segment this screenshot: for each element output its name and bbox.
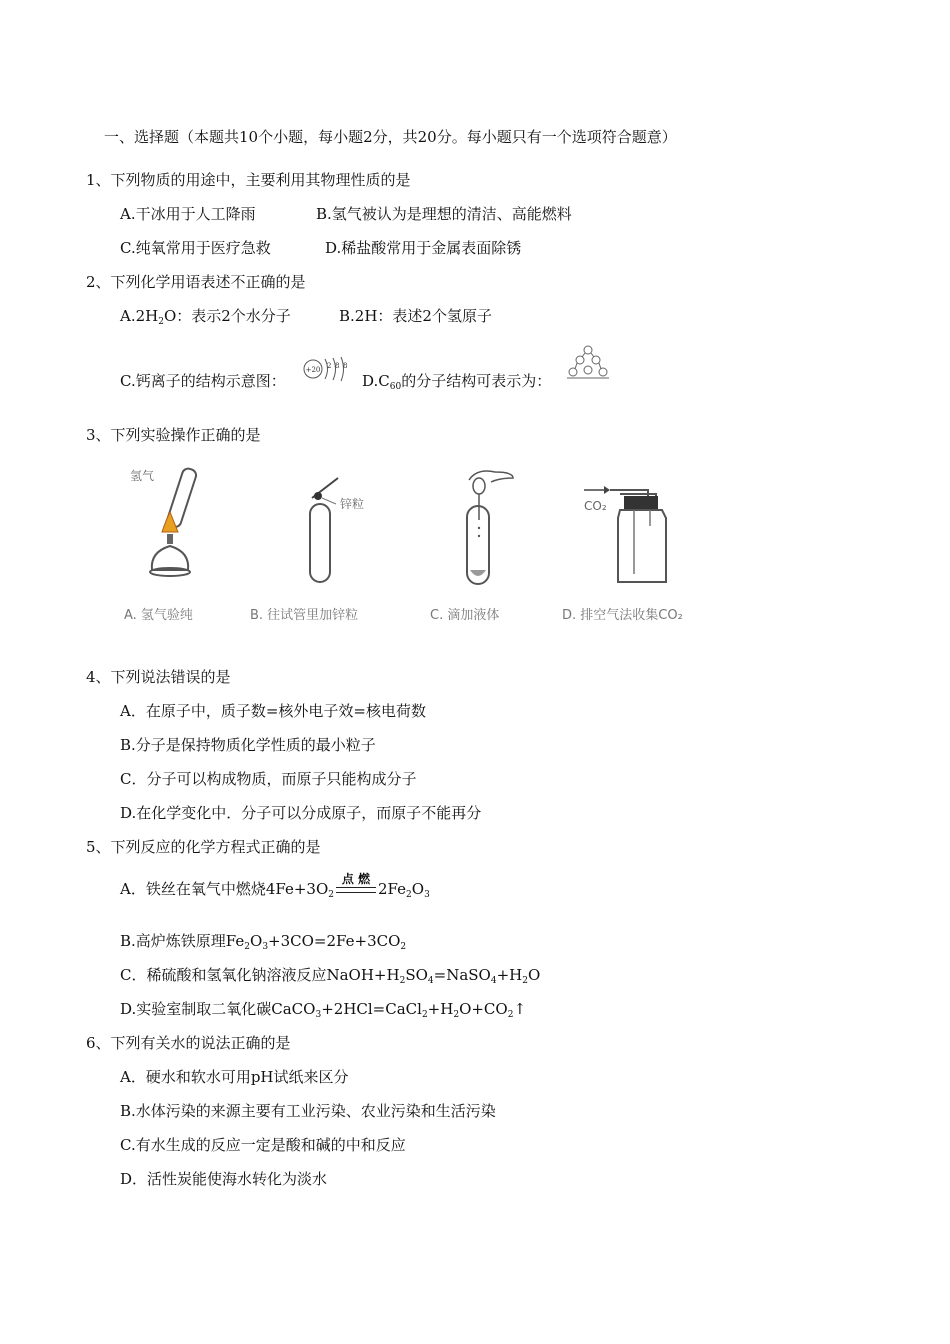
q5-option-a: A．铁丝在氧气中燃烧$4Fe+3O_2$ 点 燃 $2Fe_2O_3$ <box>120 872 430 900</box>
svg-text:8: 8 <box>343 362 348 370</box>
q5-option-d: D.实验室制取二氧化碳$CaCO_3+2HCl=CaCl_2+H_2O+CO_2↑$ <box>120 1000 527 1020</box>
question-3-stem: 3、下列实验操作正确的是 <box>86 426 261 444</box>
q4-option-a: A．在原子中，质子数=核外电子效=核电荷数 <box>120 702 426 720</box>
q6-option-a: A．硬水和软水可用pH试纸来区分 <box>120 1068 349 1086</box>
question-6-stem: 6、下列有关水的说法正确的是 <box>86 1034 291 1052</box>
q1-option-c: C.纯氧常用于医疗急救 <box>120 239 271 257</box>
q4-option-b: B.分子是保持物质化学性质的最小粒子 <box>120 736 376 754</box>
hydrogen-label: 氢气 <box>130 469 155 483</box>
question-1-options-row-1 <box>120 204 572 224</box>
figure-b-add-zinc <box>290 464 390 589</box>
q6-option-d: D．活性炭能使海水转化为淡水 <box>120 1170 328 1188</box>
figure-c-dropper <box>455 466 525 588</box>
q6-option-c: C.有水生成的反应一定是酸和碱的中和反应 <box>120 1136 406 1154</box>
section-header: 一、选择题（本题共10个小题，每小题2分，共20分。每小题只有一个选项符合题意） <box>104 128 677 146</box>
question-1-stem: 1、下列物质的用途中，主要利用其物理性质的是 <box>86 171 411 189</box>
q2-option-c: C.钙离子的结构示意图： <box>120 372 286 390</box>
question-4-stem: 4、下列说法错误的是 <box>86 668 231 686</box>
q1-option-b: B.氢气被认为是理想的清洁、高能燃料 <box>316 205 572 223</box>
question-1-options-row-2 <box>120 238 521 258</box>
reaction-condition-sign: 点 燃 <box>334 879 378 899</box>
svg-text:2: 2 <box>327 362 332 370</box>
question-2-options-row-1 <box>120 306 492 326</box>
figure-a-hydrogen-test <box>122 460 217 590</box>
question-5-stem: 5、下列反应的化学方程式正确的是 <box>86 838 321 856</box>
svg-text:8: 8 <box>335 362 340 370</box>
zinc-label: 锌粒 <box>340 497 365 511</box>
q6-option-b: B.水体污染的来源主要有工业污染、农业污染和生活污染 <box>120 1102 496 1120</box>
nucleus-charge-label: +20 <box>305 366 321 374</box>
figure-d-co2-bottle <box>580 478 680 588</box>
question-2-stem: 2、下列化学用语表述不正确的是 <box>86 273 306 291</box>
q4-option-d: D.在化学变化中．分子可以分成原子，而原子不能再分 <box>120 804 482 822</box>
q1-option-a: A.干冰用于人工降雨 <box>120 205 256 223</box>
q1-option-d: D.稀盐酸常用于金属表面除锈 <box>325 239 522 257</box>
calcium-ion-structure-diagram <box>300 354 354 384</box>
q2-option-d: $D.C_{60}$的分子结构可表示为： <box>362 372 552 392</box>
q4-option-c: C．分子可以构成物质，而原子只能构成分子 <box>120 770 417 788</box>
caption-c: C. 滴加液体 <box>430 608 500 623</box>
q2-option-b: B.2H：表述2个氢原子 <box>339 307 492 325</box>
caption-b: B. 往试管里加锌粒 <box>250 608 359 623</box>
q2-option-a: $A.2H_2O$：表示2个水分子 <box>120 307 291 327</box>
q5-option-c: C．稀硫酸和氢氧化钠溶液反应$NaOH+H_2SO_4=NaSO_4+H_2O$ <box>120 966 541 986</box>
co2-label: CO₂ <box>584 499 607 513</box>
c60-molecule-icon <box>565 342 611 384</box>
caption-d: D. 排空气法收集CO₂ <box>562 608 683 623</box>
caption-a: A. 氢气验纯 <box>124 608 193 623</box>
q5-option-b: B.高炉炼铁原理$Fe_2O_3+3CO=2Fe+3CO_2$ <box>120 932 407 952</box>
